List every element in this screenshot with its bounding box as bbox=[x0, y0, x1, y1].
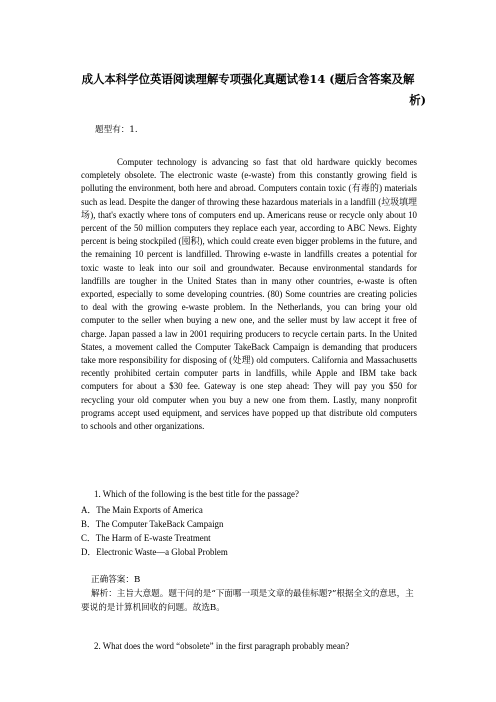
question-2-stem: 2. What does the word “obsolete” in the first paragraph probably mean? bbox=[94, 641, 350, 651]
passage-text: Computer technology is advancing so fast that old hardware quickly becomes completely obsolete. The electronic waste (e-waste) from this constantly growing field is polluting the environment, both here and abroad. Computers contain toxic (有毒的) materials such as lead. Despite the danger of throwing these hazardous materials in a landfill (垃圾填埋场), that's exactly where tons of computers end up. Americans reuse or recycle only about 10 percent of the 50 million computers they replace each year, according to ABC News. Eighty percent is being stockpiled (囤积), which could create even bigger problems in the future, and the remaining 10 percent is landfilled. Throwing e-waste in landfills creates a potential for toxic waste to leak into our soil and groundwater. Because environmental standards for landfills are tougher in the United States than in many other countries, e-waste is often exported, especially to some developing countries. (80) Some countries are creating policies to deal with the growing e-waste problem. In the Netherlands, you can bring your old computer to the seller when buying a new one, and the seller must by law accept it free of charge. Japan passed a law in 2001 requiring producers to recycle certain parts. In the United States, a movement called the Computer TakeBack Campaign is demanding that producers take more responsibility for disposing of (处理) old computers. California and Massachusetts recently prohibited certain computer parts in landfills, while Apple and IBM take back computers for about a $30 fee. Gateway is one step ahead: They will pay you $50 for recycling your old computer when you buy a new one from them. Lastly, many nonprofit programs accept used equipment, and services have popped up that distribute old computers to schools and other organizations. bbox=[81, 157, 417, 432]
question-1-option-a: A．The Main Exports of America bbox=[81, 505, 203, 515]
question-1-analysis: 解析：主旨大意题。题干问的是“下面哪一项是文章的最佳标题?”根据全文的意思，主要说的是计算机回收的问题。故选B。 bbox=[81, 589, 414, 613]
question-type: 题型有：1. bbox=[95, 125, 138, 135]
question-1-option-d: D．Electronic Waste—a Global Problem bbox=[81, 547, 228, 557]
reading-passage bbox=[81, 156, 417, 433]
question-1-answer: 正确答案：B bbox=[91, 575, 141, 585]
document-title bbox=[70, 66, 426, 92]
title-line-2: 析) bbox=[409, 93, 426, 107]
question-2 bbox=[81, 641, 421, 657]
question-1-stem: 1. Which of the following is the best title for the passage? bbox=[94, 489, 299, 499]
question-1 bbox=[81, 489, 421, 613]
question-1-option-c: C．The Harm of E-waste Treatment bbox=[81, 533, 211, 543]
title-line-1: 成人本科学位英语阅读理解专项强化真题试卷14 (题后含答案及解 bbox=[81, 72, 415, 86]
question-1-option-b: B．The Computer TakeBack Campaign bbox=[81, 519, 224, 529]
